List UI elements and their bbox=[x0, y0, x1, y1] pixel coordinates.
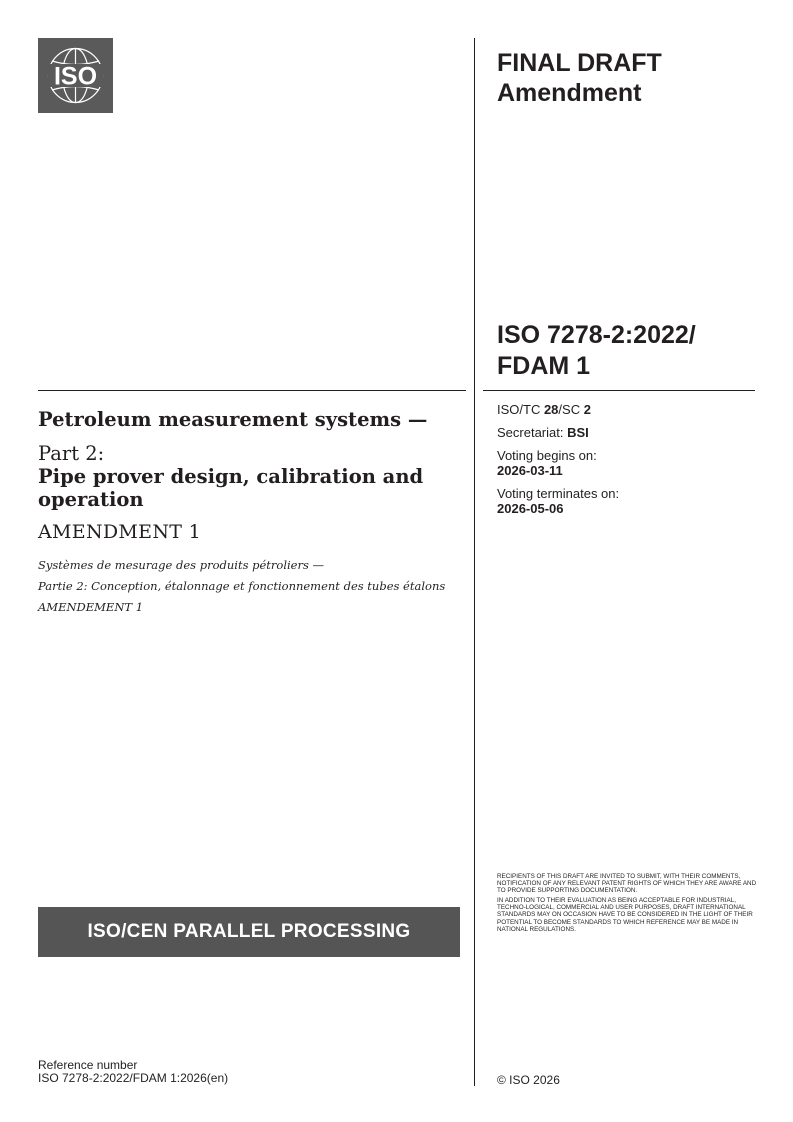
committee: ISO/TC 28/SC 2 bbox=[497, 402, 591, 417]
notice-paragraph-1: RECIPIENTS OF THIS DRAFT ARE INVITED TO SUBMIT, WITH THEIR COMMENTS, NOTIFICATION OF ANY RELEVANT PATENT RIGHTS OF WHICH THEY ARE AWARE AND TO PROVIDE SUPPORTING DOCUMENTATION. bbox=[497, 873, 757, 895]
reference-value: ISO 7278-2:2022/FDAM 1:2026(en) bbox=[38, 1071, 229, 1085]
document-meta bbox=[497, 402, 619, 524]
parallel-processing-banner: ISO/CEN PARALLEL PROCESSING bbox=[38, 907, 460, 957]
reference-label: Reference number bbox=[38, 1058, 138, 1072]
voting-begins: Voting begins on: 2026-03-11 bbox=[497, 448, 597, 478]
reference-number bbox=[38, 1059, 228, 1085]
notice-paragraph-2: IN ADDITION TO THEIR EVALUATION AS BEING ACCEPTABLE FOR INDUSTRIAL, TECHNO-LOGICAL, COMMERCIAL AND USER PURPOSES, DRAFT INTERNATIONAL STANDARDS MAY ON OCCASION HAVE TO BE CONSIDERED IN THE LIGHT OF THEIR POTENTIAL TO BECOME STANDARDS TO WHICH REFERENCE MAY BE MADE IN NATIONAL REGULATIONS. bbox=[497, 897, 753, 933]
stage-line-1: FINAL DRAFT bbox=[497, 49, 662, 77]
main-title: Petroleum measurement systems — bbox=[38, 408, 428, 431]
amendment-label: AMENDMENT 1 bbox=[38, 521, 201, 543]
copyright: © ISO 2026 bbox=[497, 1073, 560, 1087]
left-horizontal-divider bbox=[38, 390, 466, 391]
french-part-title: Partie 2: Conception, étalonnage et fonctionnement des tubes étalons bbox=[38, 579, 446, 593]
voting-terminates: Voting terminates on: 2026-05-06 bbox=[497, 486, 620, 516]
iso-logo-text: ISO bbox=[53, 62, 98, 91]
iso-logo bbox=[38, 38, 113, 113]
right-horizontal-divider bbox=[483, 390, 755, 391]
document-number bbox=[497, 320, 696, 382]
stage-title bbox=[497, 48, 662, 108]
doc-number-line-2: FDAM 1 bbox=[497, 352, 591, 380]
draft-notice bbox=[497, 873, 757, 936]
part-label: Part 2: bbox=[38, 442, 105, 465]
french-main-title: Systèmes de mesurage des produits pétroliers — bbox=[38, 558, 325, 572]
globe-icon bbox=[38, 38, 113, 113]
doc-number-line-1: ISO 7278-2:2022/ bbox=[497, 321, 696, 349]
french-amendment-label: AMENDEMENT 1 bbox=[38, 600, 144, 614]
stage-line-2: Amendment bbox=[497, 79, 642, 107]
secretariat: Secretariat: BSI bbox=[497, 425, 589, 440]
title-block bbox=[38, 408, 458, 622]
vertical-divider bbox=[474, 38, 475, 1086]
part-title: Pipe prover design, calibration and operation bbox=[38, 465, 424, 511]
